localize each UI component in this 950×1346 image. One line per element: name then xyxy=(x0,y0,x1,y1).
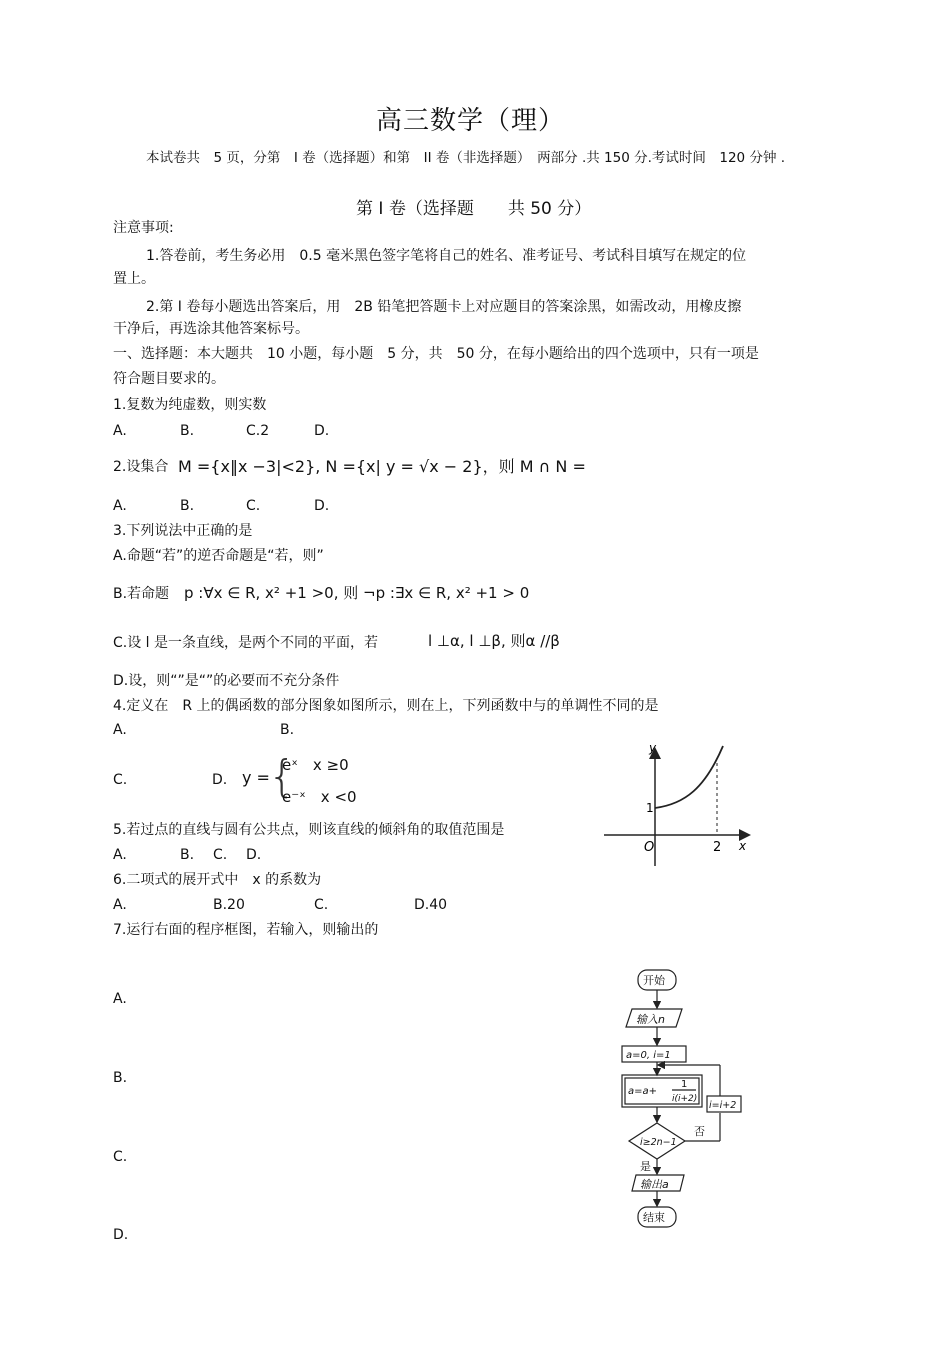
q3-option-c-math: l ⊥α, l ⊥β, 则α //β xyxy=(428,632,560,650)
q5-option-d: D. xyxy=(246,847,262,863)
flow-start-label: 开始 xyxy=(643,974,665,987)
q7-option-b: B. xyxy=(113,1070,128,1086)
page-title: 高三数学（理） xyxy=(376,106,566,136)
q4-option-d: D. xyxy=(212,772,228,788)
q6-option-d: D.40 xyxy=(414,897,448,913)
notice-2-line-1: 2.第 I 卷每小题选出答案后，用 2B 铅笔把答题卡上对应题目的答案涂黑，如需改动，用橡皮擦 xyxy=(146,299,742,315)
q2-option-d: D. xyxy=(314,498,330,514)
q3-option-b-prefix: B.若命题 xyxy=(113,586,170,602)
flow-increment-label: i=i+2 xyxy=(709,1100,737,1111)
notice-2-line-2: 干净后，再选涂其他答案标号。 xyxy=(113,321,309,337)
q6-stem: 6.二项式的展开式中 x 的系数为 xyxy=(113,872,322,888)
section-intro-line-2: 符合题目要求的。 xyxy=(113,371,225,387)
flow-update-numerator: 1 xyxy=(681,1079,688,1090)
flow-update-prefix: a=a+ xyxy=(628,1086,658,1097)
flow-yes-label: 是 xyxy=(640,1160,651,1173)
q5-stem: 5.若过点的直线与圆有公共点，则该直线的倾斜角的取值范围是 xyxy=(113,822,505,838)
q6-option-c: C. xyxy=(314,897,329,913)
q5-option-b: B. xyxy=(180,847,195,863)
q3-stem: 3.下列说法中正确的是 xyxy=(113,523,253,539)
q6-option-b: B.20 xyxy=(213,897,245,913)
q2-prefix: 2.设集合 xyxy=(113,459,169,475)
q5-option-a: A. xyxy=(113,847,127,863)
q4-d-case-2: e⁻ˣ x <0 xyxy=(282,788,357,806)
q2-option-b: B. xyxy=(180,498,195,514)
flow-no-label: 否 xyxy=(694,1125,705,1138)
q3-option-d: D.设，则“”是“”的必要而不充分条件 xyxy=(113,673,340,689)
q1-option-b: B. xyxy=(180,423,195,439)
q1-option-c: C.2 xyxy=(246,423,270,439)
x-axis-label: x xyxy=(739,839,747,853)
y-tick-label: 1 xyxy=(646,801,654,815)
function-graph xyxy=(600,738,760,873)
q2-math: M ={x‖x −3|<2}, N ={x| y = √x − 2}，则 M ∩ N = xyxy=(178,457,586,476)
x-tick-label: 2 xyxy=(713,840,722,855)
notice-1-line-1: 1.答卷前，考生务必用 0.5 毫米黑色签字笔将自己的姓名、准考证号、考试科目填写在规定的位 xyxy=(146,248,747,264)
q2-option-c: C. xyxy=(246,498,261,514)
flow-input-label: 输入n xyxy=(636,1013,665,1026)
flow-output-label: 输出a xyxy=(640,1178,669,1191)
q1-option-d: D. xyxy=(314,423,330,439)
q4-d-lhs: y = xyxy=(242,768,270,787)
q1-option-a: A. xyxy=(113,423,127,439)
q4-d-case-1: eˣ x ≥0 xyxy=(282,756,349,774)
section-intro-line-1: 一、选择题：本大题共 10 小题，每小题 5 分，共 50 分，在每小题给出的四个选项中，只有一项是 xyxy=(113,346,759,362)
q2-option-a: A. xyxy=(113,498,127,514)
q3-option-b-math: p :∀x ∈ R, x² +1 >0, 则 ¬p :∃x ∈ R, x² +1 > 0 xyxy=(184,584,530,602)
q4-option-c: C. xyxy=(113,772,128,788)
flow-end-label: 结束 xyxy=(643,1211,665,1224)
origin-label: O xyxy=(644,840,655,855)
q3-option-c-prefix: C.设 l 是一条直线，是两个不同的平面，若 xyxy=(113,635,379,651)
part-heading: 第 I 卷（选择题 共 50 分） xyxy=(356,199,592,219)
q3-option-a: A.命题“若”的逆否命题是“若，则” xyxy=(113,548,324,564)
q5-option-c: C. xyxy=(213,847,228,863)
q4-option-a: A. xyxy=(113,722,127,738)
q4-stem: 4.定义在 R 上的偶函数的部分图象如图所示，则在上，下列函数中与的单调性不同的是 xyxy=(113,698,659,714)
q7-stem: 7.运行右面的程序框图，若输入，则输出的 xyxy=(113,922,379,938)
flow-init-label: a=0, i=1 xyxy=(626,1050,671,1061)
flow-update-denominator: i(i+2) xyxy=(672,1094,698,1104)
flow-condition-label: i≥2n−1 xyxy=(640,1137,677,1148)
exp-curve xyxy=(655,746,723,808)
y-axis-label: y xyxy=(649,741,657,755)
flowchart xyxy=(610,965,755,1230)
q4-option-b: B. xyxy=(280,722,295,738)
q6-option-a: A. xyxy=(113,897,127,913)
q1-stem: 1.复数为纯虚数，则实数 xyxy=(113,397,267,413)
q7-option-c: C. xyxy=(113,1149,128,1165)
q7-option-a: A. xyxy=(113,991,127,1007)
notice-1-line-2: 置上。 xyxy=(113,271,155,287)
q4-d-brace: { xyxy=(268,751,296,802)
notice-label: 注意事项: xyxy=(113,220,174,236)
exam-info: 本试卷共 5 页，分第 I 卷（选择题）和第 II 卷（非选择题） 两部分 .共 150 分.考试时间 120 分钟 . xyxy=(146,150,786,166)
q7-option-d: D. xyxy=(113,1227,129,1243)
